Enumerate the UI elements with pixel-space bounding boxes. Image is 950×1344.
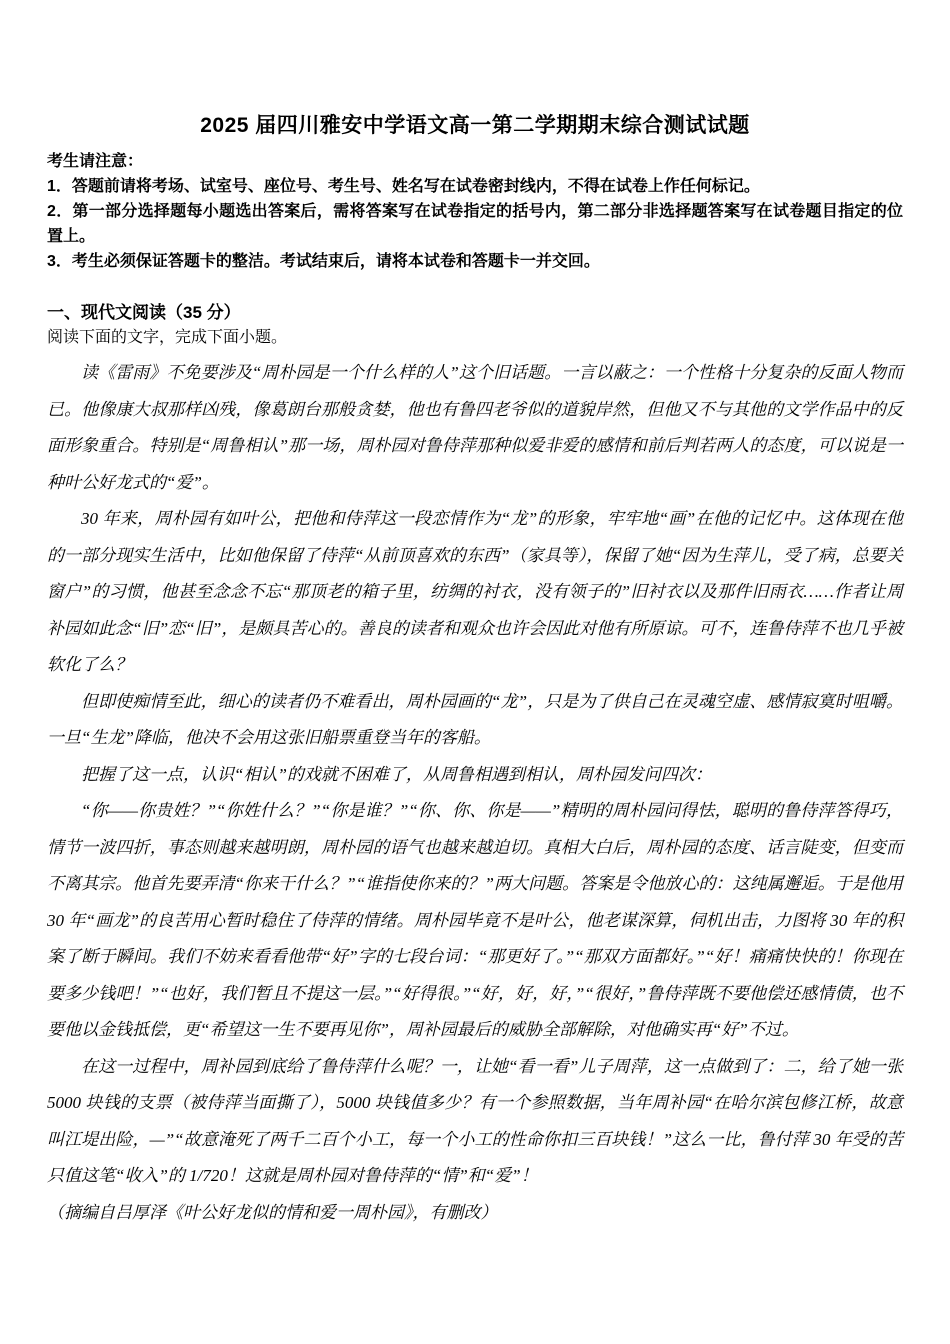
passage-paragraph-1: 读《雷雨》不免要涉及“周朴园是一个什么样的人”这个旧话题。一言以蔽之：一个性格十分复杂的反面人物而已。他像康大叔那样凶残，像葛朗台那般贪婪，他也有鲁四老爷似的道貌岸然，但他又不与其他的文学作品中的反面形象重合。特别是“周鲁相认”那一场，周朴园对鲁侍萍那种似爱非爱的感情和前后判若两人的态度，可以说是一种叶公好龙式的“爱”。 [47,363,903,492]
reading-passage [47,355,903,1231]
passage-paragraph-6: 在这一过程中，周补园到底给了鲁侍萍什么呢？一，让她“看一看”儿子周萍，这一点做到了：二，给了她一张 5000 块钱的支票（被侍萍当面撕了），5000 块钱值多少？有一个参照数据，当年周补园“在哈尔滨包修江桥，故意叫江堤出险，—”“故意淹死了两千二百个小工，每一个小工的性命你扣三百块钱！”这么一比，鲁付萍 30 年受的苦只值这笔“收入”的 1/720！这就是周朴园对鲁侍萍的“情”和“爱”！ [47,1056,903,1185]
notice-item-2: 2．第一部分选择题每小题选出答案后，需将答案写在试卷指定的括号内，第二部分非选择题答案写在试卷题目指定的位置上。 [47,203,903,245]
reading-instruction: 阅读下面的文字，完成下面小题。 [47,329,288,346]
page-title: 2025 届四川雅安中学语文高一第二学期期末综合测试试题 [200,114,750,137]
notice-item-1: 1．答题前请将考场、试室号、座位号、考生号、姓名写在试卷密封线内，不得在试卷上作任何标记。 [47,178,760,195]
passage-attribution: （摘编自吕厚泽《叶公好龙似的情和爱一周朴园》，有删改） [47,1202,498,1222]
passage-paragraph-4: 把握了这一点，认识“相认”的戏就不困难了，从周鲁相遇到相认，周朴园发问四次： [81,764,712,784]
candidate-notice-section [47,149,903,274]
notice-item-3: 3．考生必须保证答题卡的整洁。考试结束后，请将本试卷和答题卡一并交回。 [47,253,600,270]
exam-paper-page [47,0,903,1231]
section-heading: 一、现代文阅读（35 分） [47,303,241,322]
passage-paragraph-2: 30 年来，周朴园有如叶公，把他和侍萍这一段恋情作为“龙”的形象，牢牢地“画”在他的记忆中。这体现在他的一部分现实生活中，比如他保留了侍萍“从前顶喜欢的东西”（家具等），保留了她“因为生萍儿，受了病，总要关窗户”的习惯，他甚至念念不忘“那顶老的箱子里，纺绸的衬衣，没有领子的”旧衬衣以及那件旧雨衣……作者让周补园如此念“旧”恋“旧”，是颇具苦心的。善良的读者和观众也许会因此对他有所原谅。可不，连鲁侍萍不也几乎被软化了么？ [47,509,903,674]
modern-reading-section [47,300,903,350]
passage-paragraph-5: “你——你贵姓？”“你姓什么？”“你是谁？”“你、你、你是——”精明的周朴园问得怯，聪明的鲁侍萍答得巧，情节一波四折，事态则越来越明朗，周朴园的语气也越来越迫切。真相大白后，周朴园的态度、话言陡变，但变而不离其宗。他首先要弄清“你来干什么？”“谁指使你来的？”两大问题。答案是令他放心的：这纯属邂逅。于是他用 30 年“画龙”的良苦用心暂时稳住了侍萍的情绪。周朴园毕竟不是叶公，他老谋深算，伺机出击，力图将 30 年的积案了断于瞬间。我们不妨来看看他带“好”字的七段台词：“那更好了。”“那双方面都好。”“好！痛痛快快的！你现在要多少钱吧！”“也好，我们暂且不提这一层。”“好得很。”“好，好，好，”“很好，”鲁侍萍既不要他偿还感情债，也不要他以金钱抵偿，更“希望这一生不要再见你”，周补园最后的威胁全部解除，对他确实再“好”不过。 [47,801,903,1039]
passage-paragraph-3: 但即使痴情至此，细心的读者仍不难看出，周朴园画的“龙”，只是为了供自己在灵魂空虚、感情寂寞时咀嚼。一旦“生龙”降临，他决不会用这张旧船票重登当年的客船。 [47,691,903,747]
notice-heading: 考生请注意： [47,153,144,170]
